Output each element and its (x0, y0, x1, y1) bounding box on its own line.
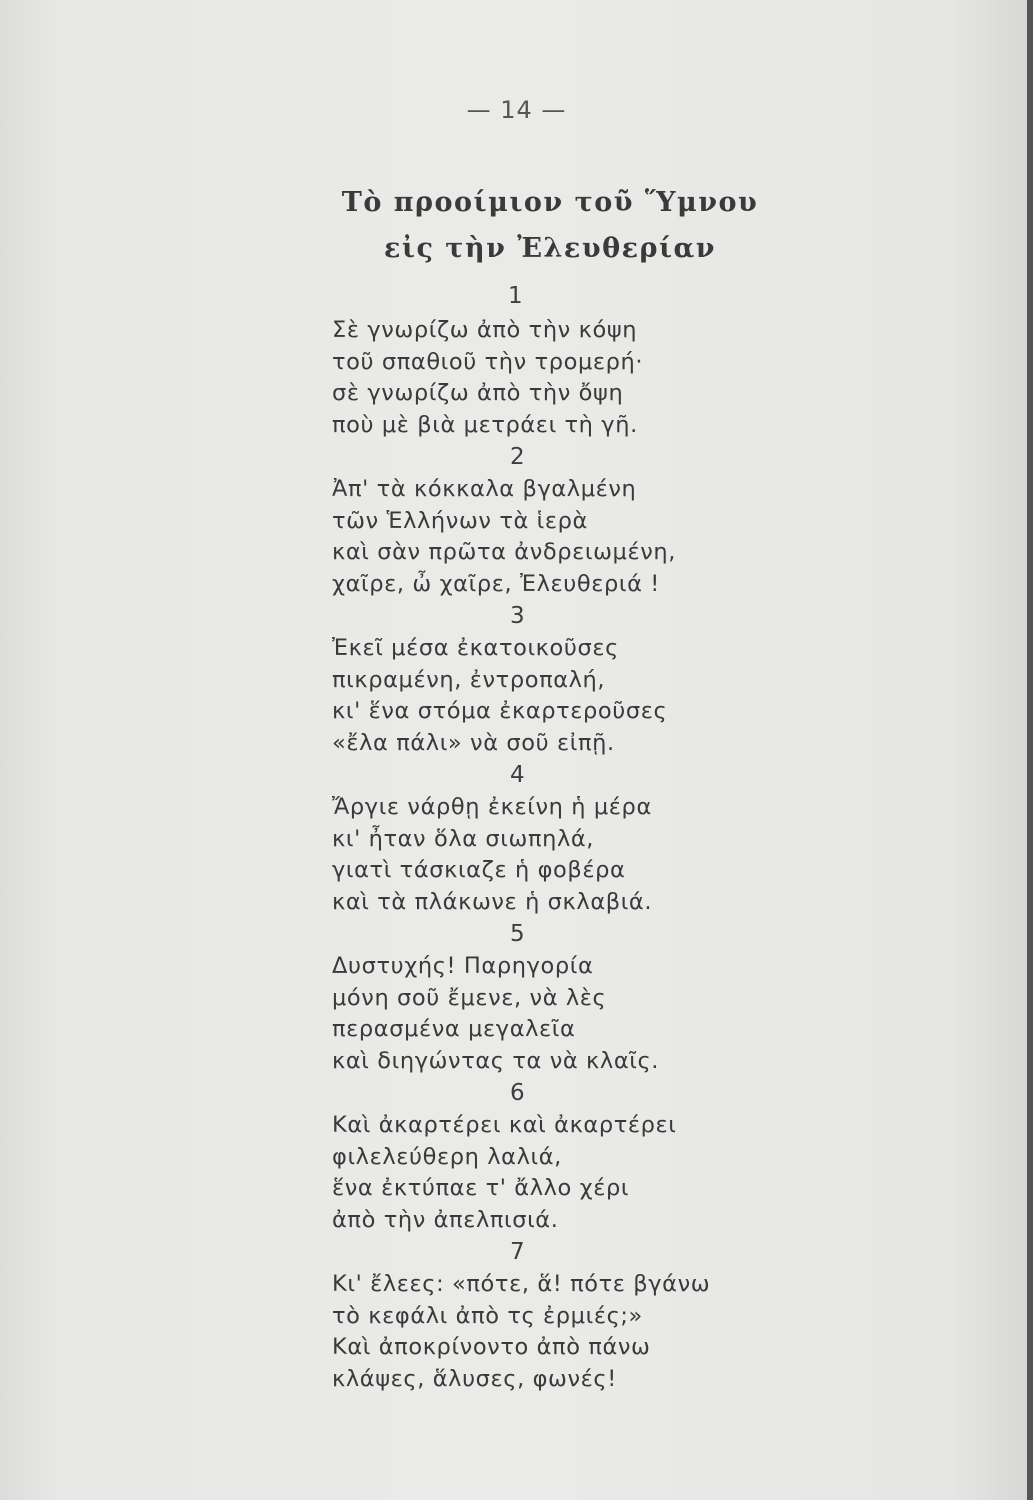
stanza-number: 3 (510, 603, 525, 629)
verse-line: Ἄργιε νάρθῃ ἐκείνη ἡ μέρα (332, 794, 652, 820)
verse-line: ἀπὸ τὴν ἀπελπισιά. (332, 1206, 559, 1233)
stanza (332, 1077, 752, 1236)
stanza (332, 1236, 752, 1395)
stanza (332, 759, 752, 918)
verse-line: περασμένα μεγαλεῖα (332, 1016, 576, 1042)
verse-line: Ἀπ' τὰ κόκκαλα βγαλμένη (332, 476, 637, 502)
verse-line: Δυστυχής! Παρηγορία (332, 953, 594, 979)
verse-line: κι' ἦταν ὅλα σιωπηλά, (332, 825, 595, 852)
verse-line: κι' ἕνα στόμα ἐκαρτεροῦσες (332, 698, 668, 724)
stanza (332, 280, 752, 441)
verse-line: τοῦ σπαθιοῦ τὴν τρομερή· (332, 348, 644, 375)
verse-line: τὸ κεφάλι ἀπὸ τς ἐρμιές;» (332, 1302, 643, 1329)
verse-line: ἕνα ἐκτύπαε τ' ἄλλο χέρι (332, 1175, 630, 1201)
verse-line: Καὶ ἀκαρτέρει καὶ ἀκαρτέρει (332, 1112, 677, 1138)
verse-line: πικραμένη, ἐντροπαλή, (332, 666, 606, 693)
stanza-number: 6 (510, 1080, 525, 1106)
stanza (332, 600, 752, 759)
title-line-1: Τὸ προοίμιον τοῦ Ὕμνου (341, 187, 759, 218)
stanza-number: 5 (510, 921, 525, 947)
verse-line: ποὺ μὲ βιὰ μετράει τὴ γῆ. (332, 411, 638, 438)
page-number: — 14 — (466, 96, 567, 124)
verse-line: Ἐκεῖ μέσα ἐκατοικοῦσες (332, 635, 619, 661)
verse-line: μόνη σοῦ ἔμενε, νὰ λὲς (332, 984, 607, 1011)
verse-line: Σὲ γνωρίζω ἀπὸ τὴν κόψη (332, 317, 638, 343)
title-line-2: εἰς τὴν Ἐλευθερίαν (383, 233, 717, 264)
stanza-number: 2 (510, 444, 525, 470)
verse-line: καὶ τὰ πλάκωνε ἡ σκλαβιά. (332, 888, 653, 915)
poem-body (332, 280, 752, 1395)
verse-line: Καὶ ἀποκρίνοντο ἀπὸ πάνω (332, 1334, 651, 1360)
stanza-number: 1 (508, 283, 523, 309)
stanza-number: 4 (510, 762, 525, 788)
verse-line: χαῖρε, ὦ χαῖρε, Ἐλευθεριά ! (332, 570, 660, 597)
verse-line: φιλελεύθερη λαλιά, (332, 1143, 562, 1170)
verse-line: κλάψες, ἅλυσες, φωνές! (332, 1365, 617, 1392)
poem-title (0, 180, 1033, 272)
verse-line: γιατὶ τάσκιαζε ἡ φοβέρα (332, 857, 626, 883)
verse-line: καὶ σὰν πρῶτα ἀνδρειωμένη, (332, 539, 676, 565)
verse-line: τῶν Ἑλλήνων τὰ ἱερὰ (332, 507, 588, 534)
verse-line: «ἔλα πάλι» νὰ σοῦ εἰπῇ. (332, 729, 615, 756)
verse-line: σὲ γνωρίζω ἀπὸ τὴν ὄψη (332, 380, 624, 406)
stanza (332, 441, 752, 600)
verse-line: καὶ διηγώντας τα νὰ κλαῖς. (332, 1047, 660, 1074)
stanza-number: 7 (510, 1239, 525, 1265)
verse-line: Κι' ἔλεες: «πότε, ἅ! πότε βγάνω (332, 1271, 711, 1297)
stanza (332, 918, 752, 1077)
